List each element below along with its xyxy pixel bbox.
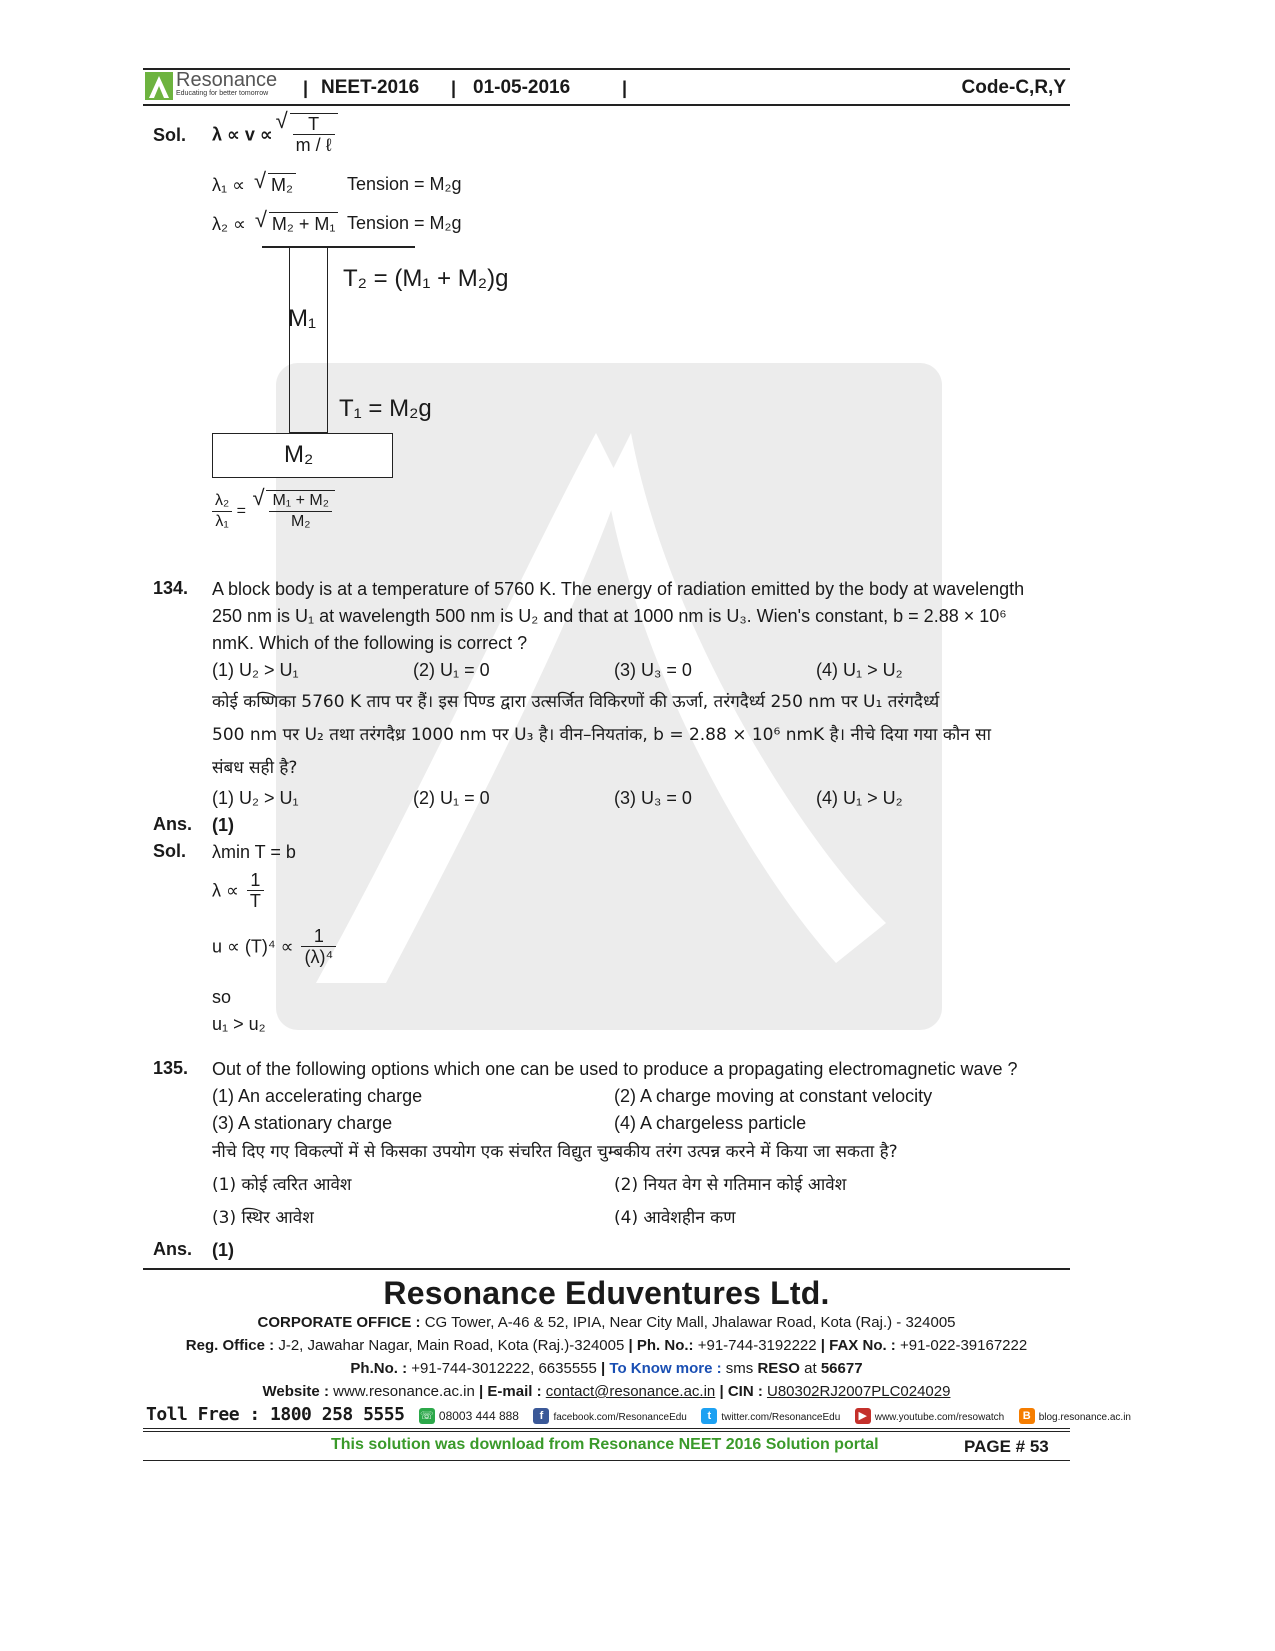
ceiling-line <box>262 246 415 248</box>
reg-office-line: Reg. Office : J-2, Jawahar Nagar, Main Road, Kota (Raj.)-324005 | Ph. No.: +91-744-3192222 | FAX No. : +91-022-39167222 <box>185 1337 1028 1354</box>
sol-line-2 <box>212 173 296 196</box>
reg-addr: J-2, Jawahar Nagar, Main Road, Kota (Raj.)-324005 <box>278 1337 625 1354</box>
q135-ans: (1) <box>212 1240 234 1260</box>
website-line: Website : www.resonance.ac.in | E-mail : contact@resonance.ac.in | CIN : U80302RJ2007PLC024029 <box>262 1383 951 1400</box>
ph2-number: +91-744-3012222, 6635555 <box>411 1360 597 1377</box>
sol-3-den: (λ)⁴ <box>304 947 334 967</box>
sol-2-left: λ ∝ <box>212 880 239 901</box>
web-label: Website : <box>262 1383 329 1400</box>
q135-hi-option-1[interactable]: (1) कोई त्वरित आवेश <box>212 1175 352 1195</box>
q134-number: 134. <box>153 578 189 598</box>
sol-3-left: u ∝ (T)⁴ ∝ <box>212 936 294 957</box>
block-m1 <box>289 247 328 433</box>
paper-code: Code-C,R,Y <box>961 77 1066 98</box>
cin-number: U80302RJ2007PLC024029 <box>766 1383 951 1400</box>
phone-line: Ph.No. : +91-744-3012222, 6635555 | To Know more : sms RESO at 56677 <box>350 1360 863 1377</box>
q134-hi-option-3[interactable]: (3) U₃ = 0 <box>614 788 692 808</box>
ratio-num: λ₂ <box>212 491 232 512</box>
exam-name: NEET-2016 <box>321 77 420 98</box>
corp-office-line <box>143 1312 1070 1334</box>
q134-sol-5: u₁ > u₂ <box>212 1014 266 1034</box>
m2-label: M₂ <box>284 441 314 468</box>
q134-option-2[interactable]: (2) U₁ = 0 <box>413 660 490 680</box>
blog-icon[interactable]: B <box>1019 1408 1035 1424</box>
q135-hi-option-2[interactable]: (2) नियत वेग से गतिमान कोई आवेश <box>614 1175 847 1195</box>
footer-bottom-rule <box>143 1460 1070 1461</box>
ratio-den: λ₁ <box>215 513 229 530</box>
header-sep-2: | <box>451 78 457 98</box>
q134-line-3: nmK. Which of the following is correct ? <box>212 633 528 653</box>
fax-label: FAX No. : <box>829 1337 896 1354</box>
sol-2-num: 1 <box>247 870 264 891</box>
footer-rule-2 <box>143 1431 1070 1432</box>
q134-options-hi <box>212 787 1068 811</box>
sol-3-frac <box>301 926 336 967</box>
tension-line-2: Tension = M₂g <box>347 174 462 194</box>
q134-hi-option-1[interactable]: (1) U₂ > U₁ <box>212 788 299 808</box>
sol-2-frac <box>247 870 264 911</box>
q134-sol-4: so <box>212 987 232 1007</box>
sol-3-num: 1 <box>301 926 336 947</box>
website-link[interactable]: www.resonance.ac.in <box>333 1383 475 1400</box>
sol-line-1-left: λ ∝ v ∝ <box>212 124 273 145</box>
q134-sol-2 <box>212 870 267 911</box>
q135-text-hi: नीचे दिए गए विकल्पों में से किसका उपयोग एक संचरित विद्युत चुम्बकीय तरंग उत्पन्न करने में किया जा सकता है? <box>212 1142 898 1162</box>
ratio-root-frac <box>269 491 332 532</box>
footer-rule-1 <box>143 1428 1070 1429</box>
know-more-label: To Know more : <box>609 1360 722 1377</box>
q134-text-en <box>212 576 1068 657</box>
whatsapp-number[interactable]: 08003 444 888 <box>438 1409 519 1423</box>
twitter-link[interactable]: twitter.com/ResonanceEdu <box>721 1412 841 1423</box>
logo-tagline: Educating for better tomorrow <box>176 90 269 97</box>
ratio-equation <box>212 490 335 532</box>
reg-label: Reg. Office : <box>185 1337 275 1354</box>
sqrt-m2-m1: √ M₂ + M₁ <box>269 212 339 235</box>
youtube-icon[interactable]: ▶ <box>855 1408 871 1424</box>
denominator: m / ℓ <box>295 135 332 155</box>
header-sep-3: | <box>622 78 628 98</box>
company-name: Resonance Eduventures Ltd. <box>383 1275 830 1311</box>
pulley-figure <box>212 243 532 483</box>
sol-label: Sol. <box>153 125 187 145</box>
cin-label: CIN : <box>727 1383 763 1400</box>
q134-option-3[interactable]: (3) U₃ = 0 <box>614 660 692 680</box>
corp-addr: CG Tower, A-46 & 52, IPIA, Near City Mall, Jhalawar Road, Kota (Raj.) - 324005 <box>424 1314 956 1331</box>
q134-ans: (1) <box>212 815 234 835</box>
facebook-icon[interactable]: f <box>533 1408 549 1424</box>
ph2-label: Ph.No. : <box>350 1360 408 1377</box>
q135-option-1[interactable]: (1) An accelerating charge <box>212 1086 423 1106</box>
tollfree: Toll Free : 1800 258 5555 <box>146 1404 405 1425</box>
q134-hi-line-3: संबध सही है? <box>212 758 298 778</box>
youtube-link[interactable]: www.youtube.com/resowatch <box>874 1412 1005 1423</box>
twitter-icon[interactable]: t <box>701 1408 717 1424</box>
page-number: PAGE # 53 <box>964 1437 1049 1456</box>
ph-number: +91-744-3192222 <box>697 1337 817 1354</box>
q134-text-hi <box>212 686 1068 785</box>
sqrt-t-over-mu <box>290 113 338 155</box>
whatsapp-icon[interactable]: ☏ <box>420 1409 434 1422</box>
sqrt-m2: √ M₂ <box>268 173 296 196</box>
q134-sol-3 <box>212 926 339 967</box>
q134-option-4[interactable]: (4) U₁ > U₂ <box>816 660 903 680</box>
q134-hi-line-1: कोई कष्णिका 5760 K ताप पर हैं। इस पिण्ड द्वारा उत्सर्जित विकिरणों की ऊर्जा, तरंगदैर्ध्य 250 nm पर U₁ तरंगदैर्ध्य <box>212 692 940 712</box>
know-more-at: at <box>804 1360 817 1377</box>
lambda-ratio <box>212 491 232 532</box>
ph-label: Ph. No.: <box>636 1337 694 1354</box>
q134-line-1: A block body is at a temperature of 5760 K. The energy of radiation emitted by the body at wavelength <box>212 579 1025 599</box>
q134-options <box>212 659 1068 683</box>
header <box>145 71 1070 103</box>
know-more-sms: sms <box>725 1360 754 1377</box>
header-top-rule <box>143 68 1070 70</box>
q134-line-2: 250 nm is U₁ at wavelength 500 nm is U₂ and that at 1000 nm is U₃. Wien's constant, b = 2.88 × 10⁶ <box>212 606 1007 626</box>
q135-hi-option-4[interactable]: (4) आवेशहीन कण <box>614 1208 736 1228</box>
ratio-eq: = <box>236 502 247 520</box>
numerator: √ T <box>293 114 335 135</box>
q135-option-2[interactable]: (2) A charge moving at constant velocity <box>614 1086 933 1106</box>
header-sep-1: | <box>303 78 309 98</box>
email-link[interactable]: contact@resonance.ac.in <box>545 1383 716 1400</box>
q134-ans-label: Ans. <box>153 814 193 834</box>
q134-hi-line-2: 500 nm पर U₂ तथा तरंगदैध्र 1000 nm पर U₃ है। वीन–नियतांक, b = 2.88 × 10⁶ nmK है। नीचे दिया गया कौन सा <box>212 725 992 745</box>
q135-hi-option-3[interactable]: (3) स्थिर आवेश <box>212 1208 314 1228</box>
ratio-root-den: M₂ <box>290 513 311 530</box>
m1-label: M₁ <box>288 305 317 332</box>
sol-2-den: T <box>249 891 261 911</box>
exam-date: 01-05-2016 <box>473 77 571 98</box>
logo-text: Resonance <box>176 69 278 91</box>
ratio-sqrt <box>266 490 335 532</box>
resonance-logo <box>145 71 295 101</box>
social-line <box>146 1404 1131 1428</box>
lambda1-prop: λ₁ ∝ <box>212 175 245 195</box>
fraction <box>293 114 335 155</box>
know-more-reso: RESO <box>757 1360 800 1377</box>
header-bottom-rule <box>143 104 1070 106</box>
q134-sol-label: Sol. <box>153 841 187 861</box>
facebook-link[interactable]: facebook.com/ResonanceEdu <box>553 1412 687 1423</box>
t1-label: T₁ = M₂g <box>339 395 432 422</box>
sol-line-3 <box>212 212 338 235</box>
logo-icon <box>145 72 173 100</box>
fax-number: +91-022-39167222 <box>899 1337 1028 1354</box>
email-label: E-mail : <box>487 1383 542 1400</box>
q134-hi-option-2[interactable]: (2) U₁ = 0 <box>413 788 490 808</box>
q135-ans-label: Ans. <box>153 1239 193 1259</box>
download-note: This solution was download from Resonance NEET 2016 Solution portal <box>331 1436 879 1453</box>
corp-label: CORPORATE OFFICE : <box>257 1314 421 1331</box>
ratio-root-num: √ M₁ + M₂ <box>269 491 332 512</box>
q135-option-4[interactable]: (4) A chargeless particle <box>614 1113 807 1133</box>
q135-option-3[interactable]: (3) A stationary charge <box>212 1113 393 1133</box>
blog-link[interactable]: blog.resonance.ac.in <box>1038 1412 1131 1423</box>
know-more-number: 56677 <box>820 1360 863 1377</box>
q135-number: 135. <box>153 1058 189 1078</box>
lambda2-prop: λ₂ ∝ <box>212 214 246 234</box>
q135-text-en: Out of the following options which one can be used to produce a propagating electromagnetic wave ? <box>212 1059 1018 1079</box>
t2-label: T₂ = (M₁ + M₂)g <box>343 265 509 292</box>
tension-line-3: Tension = M₂g <box>347 213 462 233</box>
q134-option-1[interactable]: (1) U₂ > U₁ <box>212 660 299 680</box>
footer-top-rule <box>143 1268 1070 1270</box>
q134-hi-option-4[interactable]: (4) U₁ > U₂ <box>816 788 903 808</box>
sol-line-1 <box>212 113 338 155</box>
q134-sol-1: λmin T = b <box>212 842 296 862</box>
